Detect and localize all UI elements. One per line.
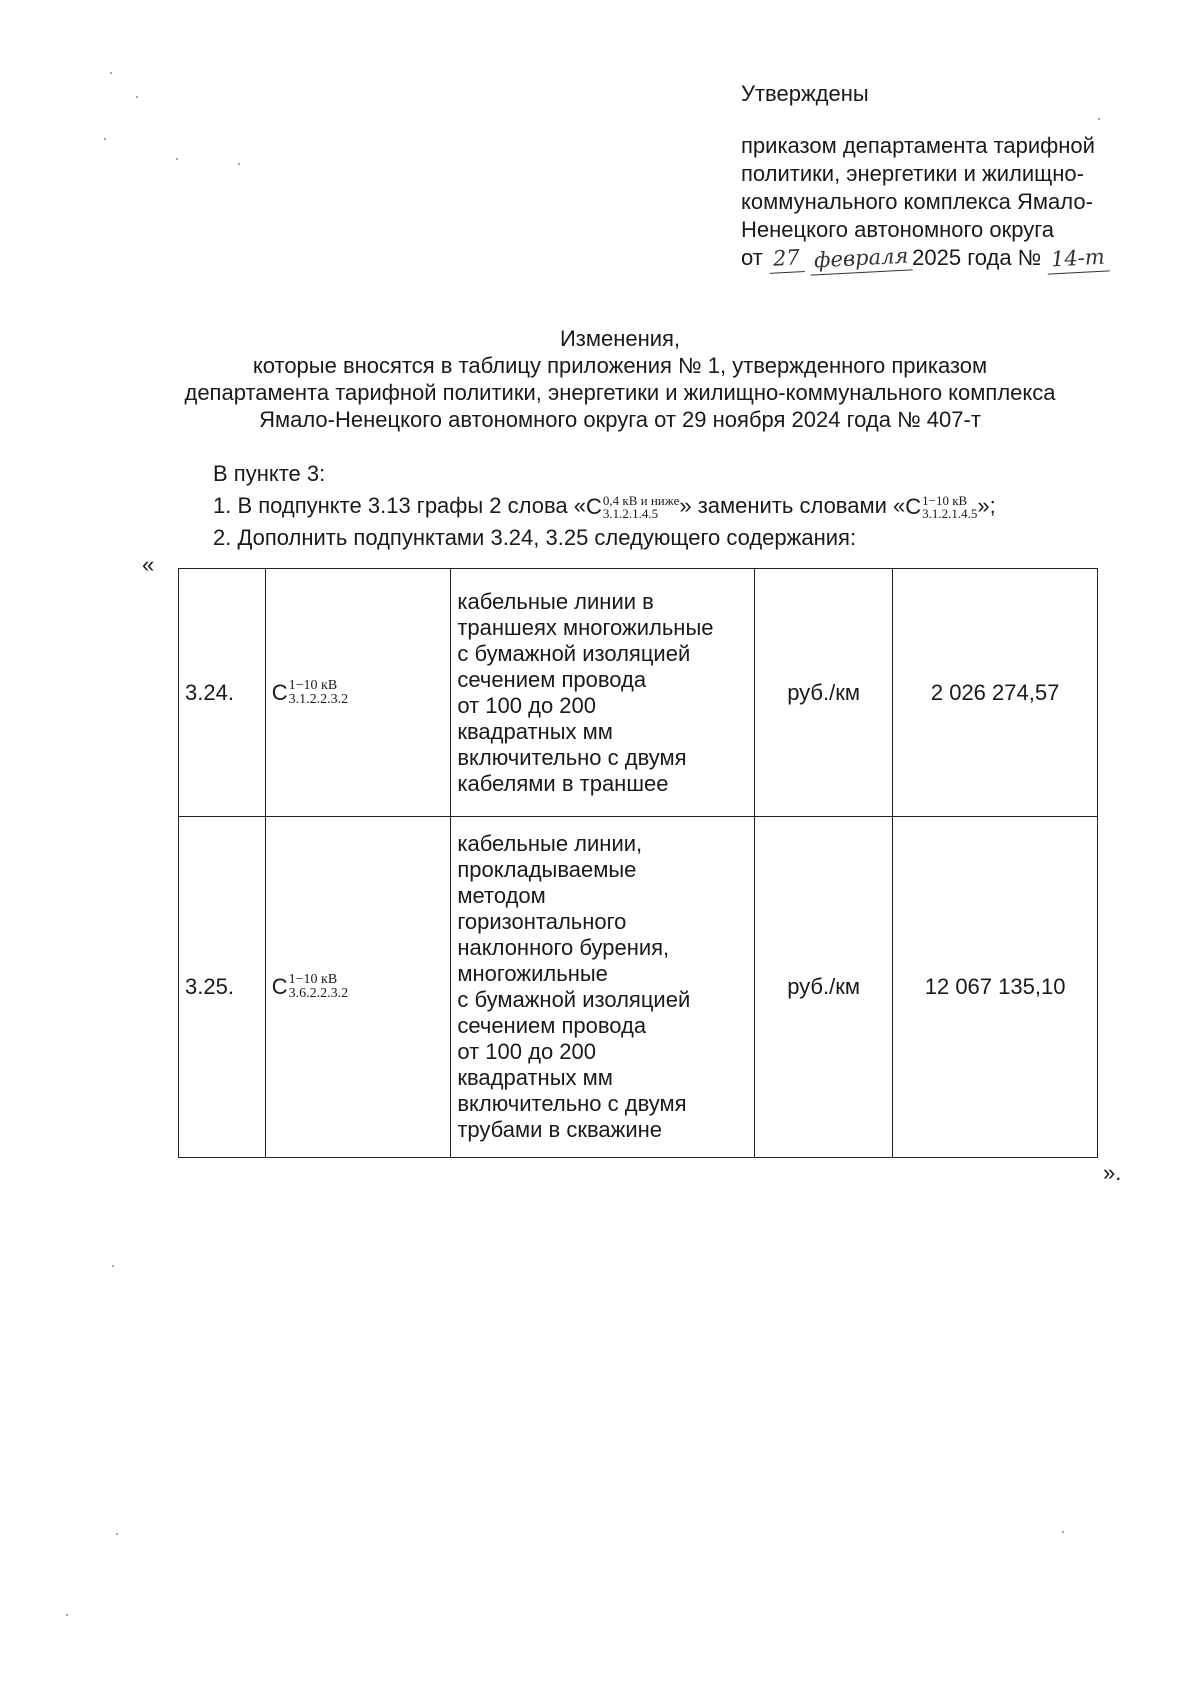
- approval-line: приказом департамента тарифной: [741, 133, 1095, 158]
- scan-speck: [176, 158, 178, 160]
- row-description: кабельные линии в траншеях многожильные с бумажной изоляцией сечением провода от 100 до 200 квадратных мм включительно с двумя кабелями в траншее: [451, 569, 755, 817]
- approval-block: [741, 80, 1141, 273]
- open-quote: «: [142, 552, 155, 577]
- row-number: 3.25.: [179, 817, 266, 1158]
- approval-line: политики, энергетики и жилищно-: [741, 161, 1084, 186]
- handwritten-day: 27: [768, 243, 804, 274]
- changes-heading: [140, 325, 1100, 433]
- tariff-table: [178, 568, 1098, 1158]
- scan-speck: [1062, 1531, 1064, 1533]
- scan-speck: [1098, 118, 1100, 120]
- item-2-paragraph: 2. Дополнить подпунктами 3.24, 3.25 следующего содержания:: [213, 525, 857, 550]
- approval-date-line: [741, 244, 1141, 273]
- table-row: [179, 817, 1098, 1158]
- item-1-paragraph: 1. В подпункте 3.13 графы 2 слова « С 0,4 кВ и ниже 3.1.2.1.4.5 » заменить словами « С 1−10 кВ 3.1.2.1.4.5 »;: [213, 493, 996, 522]
- row-unit: руб./км: [755, 569, 893, 817]
- scan-speck: [104, 138, 106, 140]
- heading-line: которые вносятся в таблицу приложения № 1, утвержденного приказом: [252, 353, 988, 378]
- close-quote: ».: [1103, 1160, 1122, 1185]
- handwritten-month: февраля: [809, 241, 913, 275]
- intro-paragraph: В пункте 3:: [213, 461, 326, 486]
- row-value: 12 067 135,10: [893, 817, 1098, 1158]
- scan-speck: [110, 72, 112, 74]
- scan-speck: [136, 96, 138, 98]
- row-code: С 1−10 кВ 3.6.2.2.3.2: [265, 817, 451, 1158]
- scan-speck: [66, 1614, 68, 1616]
- row-value: 2 026 274,57: [893, 569, 1098, 817]
- table-row: [179, 569, 1098, 817]
- scan-speck: [116, 1533, 118, 1535]
- approval-order-text: [741, 132, 1141, 273]
- approval-line: коммунального комплекса Ямало-: [741, 189, 1093, 214]
- heading-line: департамента тарифной политики, энергетики и жилищно-коммунального комплекса: [184, 380, 1056, 405]
- row-number: 3.24.: [179, 569, 266, 817]
- approval-line: Ненецкого автономного округа: [741, 217, 1055, 242]
- handwritten-number: 14-т: [1047, 242, 1110, 274]
- approval-title: Утверждены: [741, 81, 869, 106]
- date-prefix: от: [741, 245, 763, 270]
- row-code: С 1−10 кВ 3.1.2.2.3.2: [265, 569, 451, 817]
- old-code-symbol: С 0,4 кВ и ниже 3.1.2.1.4.5: [586, 493, 680, 522]
- row-description: кабельные линии, прокладываемые методом горизонтального наклонного бурения, многожильные с бумажной изоляцией сечением провода от 100 до 200 квадратных мм включительно с двумя трубами в скважине: [451, 817, 755, 1158]
- heading-title: Изменения,: [559, 326, 681, 351]
- body-text: [213, 458, 1133, 554]
- year-text: 2025 года №: [912, 245, 1042, 270]
- scan-speck: [238, 163, 240, 165]
- row-unit: руб./км: [755, 817, 893, 1158]
- new-code-symbol: С 1−10 кВ 3.1.2.1.4.5: [905, 493, 978, 522]
- heading-line: Ямало-Ненецкого автономного округа от 29 ноября 2024 года № 407-т: [259, 407, 981, 432]
- scan-speck: [112, 1265, 114, 1267]
